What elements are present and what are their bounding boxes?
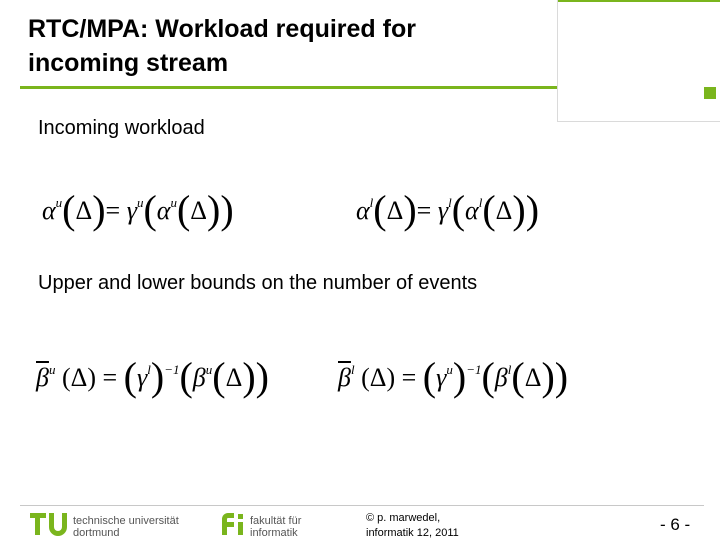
corner-box bbox=[557, 0, 720, 122]
fi-logo bbox=[218, 511, 248, 542]
corner-square-marker bbox=[704, 87, 716, 99]
tu-name bbox=[73, 515, 179, 539]
fi-name-line1: fakultät für bbox=[250, 515, 302, 527]
footer-divider bbox=[20, 505, 704, 506]
fi-logo-icon bbox=[218, 511, 248, 537]
tu-name-line1: technische universität bbox=[73, 515, 179, 527]
formula-beta-upper: $\overline{\beta}^u$ $(\Delta) = (\gamma^l)^{-1}(\beta^u(\Delta))$ bbox=[36, 354, 269, 399]
page-number: - 6 - bbox=[660, 515, 691, 534]
fi-name bbox=[250, 515, 301, 539]
tu-logo-icon bbox=[30, 511, 70, 537]
title-underline bbox=[20, 86, 558, 89]
tu-dortmund-logo bbox=[30, 511, 70, 542]
slide-title bbox=[28, 12, 548, 80]
slide-title-line2: incoming stream bbox=[28, 49, 229, 77]
bounds-heading: Upper and lower bounds on the number of events bbox=[38, 272, 478, 294]
slide-title-line1: RTC/MPA: Workload required for bbox=[28, 15, 416, 43]
copyright-notice bbox=[366, 511, 459, 541]
copyright-line1: © p. marwedel, bbox=[366, 512, 441, 524]
formula-alpha-lower: $\alpha^l(\Delta)= \gamma^l(\alpha^l(\Delta))$ bbox=[356, 187, 540, 232]
formula-beta-lower: $\overline{\beta}^l$ $(\Delta) = (\gamma^u)^{-1}(\beta^l(\Delta))$ bbox=[338, 354, 569, 399]
fi-name-line2: informatik bbox=[250, 527, 298, 539]
tu-name-line2: dortmund bbox=[73, 527, 120, 539]
formula-alpha-upper: $\alpha^u(\Delta)= \gamma^u(\alpha^u(\Delta))$ bbox=[42, 187, 234, 232]
copyright-line2: informatik 12, 2011 bbox=[366, 527, 459, 539]
incoming-workload-heading: Incoming workload bbox=[38, 117, 205, 139]
